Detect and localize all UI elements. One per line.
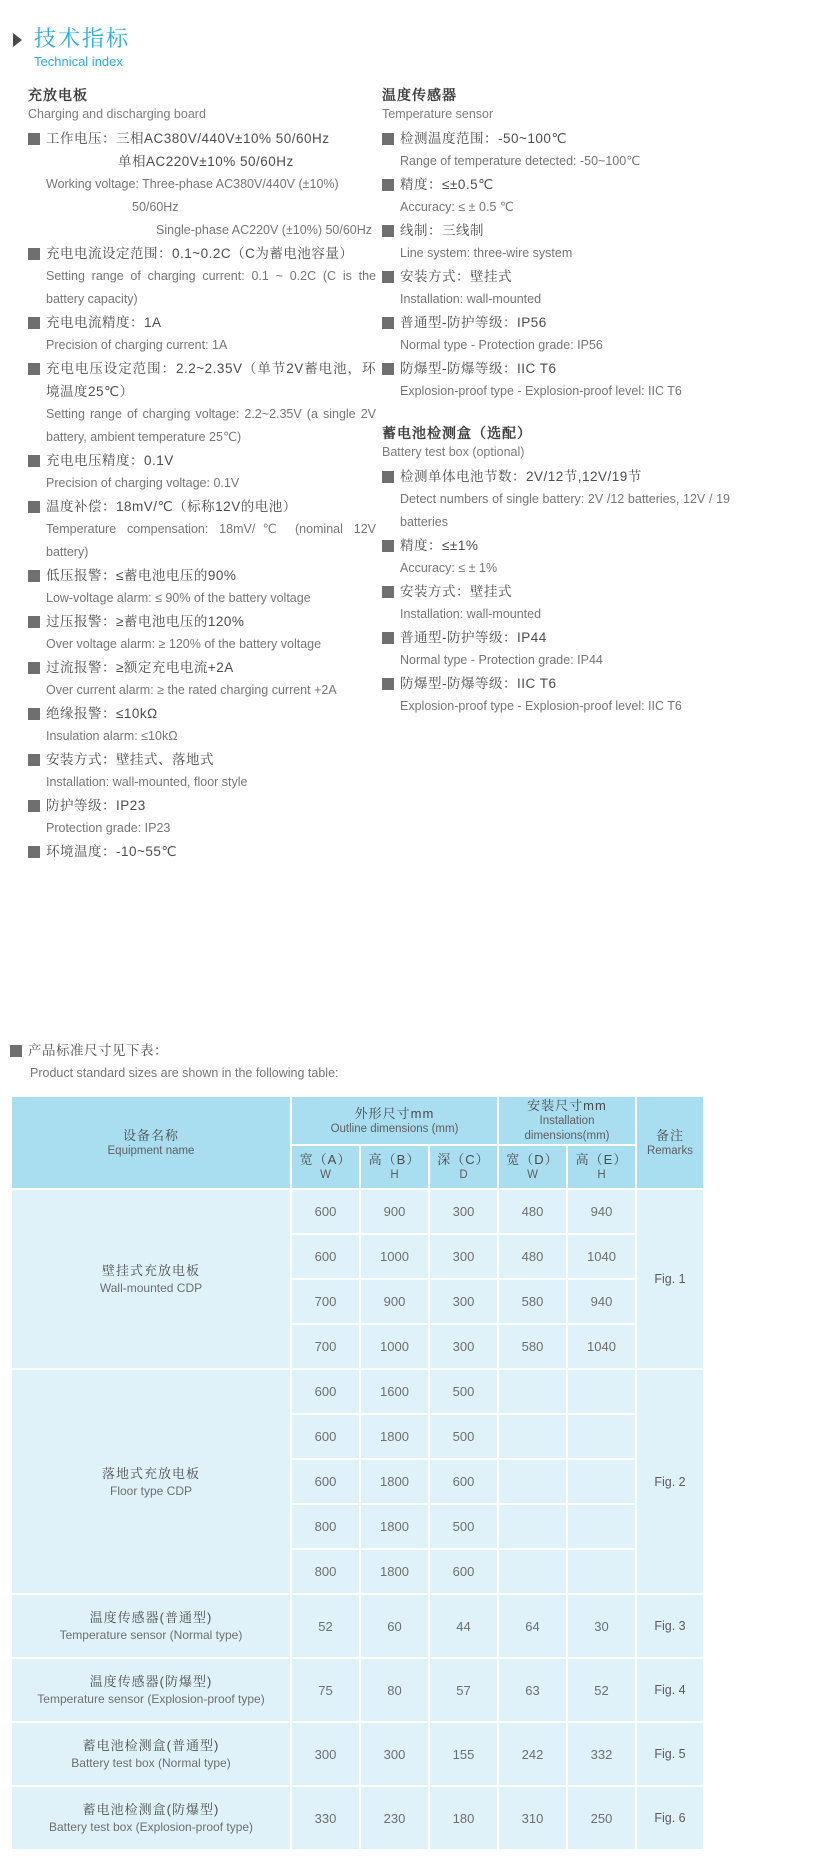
spec-item: [382, 672, 730, 718]
bullet-square-icon: [28, 317, 40, 329]
remarks-header-cn: 备注: [655, 1127, 684, 1143]
bullet-square-icon: [382, 179, 394, 191]
equipment-name-cn: 蓄电池检测盒(普通型): [82, 1738, 220, 1753]
dimension-cell: 230: [360, 1786, 429, 1850]
equipment-name-cn: 蓄电池检测盒(防爆型): [82, 1802, 220, 1817]
section-heading-cn: 充放电板: [28, 87, 88, 103]
dimension-cell: [567, 1459, 636, 1504]
page-title: 技术指标: [34, 26, 131, 51]
spec-label-cn: 过压报警：≥蓄电池电压的120%: [46, 614, 245, 629]
spec-cn-line: [28, 127, 376, 150]
dimension-cell: 900: [360, 1189, 429, 1234]
remark-cell: Fig. 2: [636, 1369, 704, 1594]
bullet-square-icon: [10, 1045, 22, 1057]
dimension-cell: 75: [291, 1658, 360, 1722]
bullet-square-icon: [28, 616, 40, 628]
dimension-cell: 310: [498, 1786, 567, 1850]
spec-label-cn: 精度：≤±1%: [400, 538, 479, 553]
spec-section: [28, 85, 376, 863]
bullet-square-icon: [28, 363, 40, 375]
spec-cn-line: [382, 534, 730, 557]
install-header-en: Installation dimensions(mm): [524, 1115, 610, 1142]
bullet-square-icon: [382, 271, 394, 283]
spec-label-en: Explosion-proof type - Explosion-proof level: IIC T6: [400, 384, 682, 398]
spec-item: [382, 173, 730, 219]
doc-header: [0, 0, 830, 71]
section-heading-en: Charging and discharging board: [28, 107, 206, 121]
outline-header-cn: 外形尺寸mm: [354, 1105, 435, 1121]
spec-item: [28, 311, 376, 357]
table-row: [11, 1594, 704, 1658]
sub-header-cell: [567, 1145, 636, 1189]
spec-cn-line: [382, 672, 730, 695]
dimension-cell: 1800: [360, 1459, 429, 1504]
remark-cell: Fig. 1: [636, 1189, 704, 1369]
spec-cn-line: [28, 656, 376, 679]
table-row: [11, 1722, 704, 1786]
equipment-name-cn: 壁挂式充放电板: [101, 1263, 200, 1278]
dimension-cell: [498, 1369, 567, 1414]
bullet-square-icon: [382, 632, 394, 644]
dimension-cell: 300: [429, 1279, 498, 1324]
group-header-row: [11, 1096, 704, 1145]
table-note-en: Product standard sizes are shown in the following table:: [30, 1066, 339, 1080]
spec-label-cn: 安装方式：壁挂式、落地式: [46, 752, 214, 767]
spec-label-en: Single-phase AC220V (±10%) 50/60Hz: [156, 223, 373, 237]
spec-cn-line: [28, 702, 376, 725]
dimension-cell: 600: [291, 1189, 360, 1234]
bullet-square-icon: [28, 708, 40, 720]
outline-header-en: Outline dimensions (mm): [330, 1122, 459, 1135]
spec-columns: [0, 71, 830, 1039]
sub-header-en: H: [597, 1169, 606, 1181]
equipment-name-en: Floor type CDP: [109, 1483, 193, 1498]
dimension-cell: 1000: [360, 1234, 429, 1279]
spec-label-cn: 温度补偿：18mV/℃（标称12V的电池）: [46, 499, 297, 514]
dimension-cell: 480: [498, 1189, 567, 1234]
spec-label-en: Normal type - Protection grade: IP56: [400, 338, 603, 352]
spec-cn-line: [28, 449, 376, 472]
dimension-cell: 900: [360, 1279, 429, 1324]
page-subtitle: Technical index: [34, 54, 123, 69]
equipment-name-en: Battery test box (Explosion-proof type): [48, 1820, 254, 1834]
dimension-cell: 64: [498, 1594, 567, 1658]
dimension-cell: 600: [429, 1549, 498, 1594]
remarks-header-en: Remarks: [646, 1144, 693, 1157]
spec-label-cn: 充电电流设定范围：0.1~0.2C（C为蓄电池容量）: [46, 246, 354, 261]
section-heading-cn: 蓄电池检测盒（选配）: [382, 425, 532, 441]
spec-label-en: Installation: wall-mounted: [400, 292, 542, 306]
dimension-cell: 1600: [360, 1369, 429, 1414]
dimension-cell: 500: [429, 1504, 498, 1549]
spec-cn-line: [28, 242, 376, 265]
spec-label-cn: 过流报警：≥额定充电电流+2A: [46, 660, 234, 675]
spec-cn-line: [382, 626, 730, 649]
spec-item: [28, 495, 376, 564]
dimension-cell: 940: [567, 1279, 636, 1324]
sub-header-cell: [498, 1145, 567, 1189]
bullet-square-icon: [28, 133, 40, 145]
table-row: [11, 1189, 704, 1234]
bullet-square-icon: [28, 248, 40, 260]
dimension-cell: 700: [291, 1279, 360, 1324]
spec-item: [28, 449, 376, 495]
bullet-square-icon: [382, 678, 394, 690]
spec-label-cn: 充电电流精度：1A: [46, 315, 162, 330]
equipment-name-cell: [11, 1369, 291, 1594]
dimension-cell: 500: [429, 1369, 498, 1414]
table-row: [11, 1786, 704, 1850]
dimension-cell: 1040: [567, 1234, 636, 1279]
spec-cn-line: [382, 357, 730, 380]
dimension-cell: 300: [429, 1324, 498, 1369]
right-column: [382, 85, 730, 1039]
equipment-name-cn: 温度传感器(普通型): [89, 1610, 213, 1625]
dimension-cell: 155: [429, 1722, 498, 1786]
spec-label-en: Working voltage: Three-phase AC380V/440V (±10%): [46, 177, 339, 191]
spec-label-en: Over current alarm: ≥ the rated charging current +2A: [46, 683, 337, 697]
remark-cell: Fig. 4: [636, 1658, 704, 1722]
spec-label-cn: 线制：三线制: [400, 223, 484, 238]
spec-cn-line: [382, 311, 730, 334]
dimension-cell: 80: [360, 1658, 429, 1722]
dimension-cell: [567, 1504, 636, 1549]
spec-item: [28, 656, 376, 702]
spec-cn-line: [382, 580, 730, 603]
dimension-cell: 600: [291, 1414, 360, 1459]
equipment-name-cn: 落地式充放电板: [101, 1465, 200, 1481]
dimension-cell: 800: [291, 1504, 360, 1549]
equipment-header-cn: 设备名称: [122, 1127, 179, 1143]
spec-item: [382, 219, 730, 265]
spec-label-en: Precision of charging voltage: 0.1V: [46, 476, 240, 490]
col-equipment-header: [11, 1096, 291, 1189]
spec-cn-line: [28, 311, 376, 334]
dimension-cell: 600: [429, 1459, 498, 1504]
spec-label-cn: 检测单体电池节数：2V/12节,12V/19节: [400, 469, 642, 484]
spec-cn-line: [382, 173, 730, 196]
dimension-cell: 300: [429, 1189, 498, 1234]
remark-cell: Fig. 6: [636, 1786, 704, 1850]
spec-label-en: Low-voltage alarm: ≤ 90% of the battery voltage: [46, 591, 311, 605]
spec-label-cn: 绝缘报警：≤10kΩ: [46, 706, 158, 721]
bullet-square-icon: [382, 471, 394, 483]
dimension-cell: 52: [567, 1658, 636, 1722]
spec-section: [382, 423, 730, 718]
bullet-square-icon: [28, 662, 40, 674]
equipment-name-en: Temperature sensor (Normal type): [59, 1628, 243, 1642]
dimension-cell: 300: [429, 1234, 498, 1279]
section-heading-cn: 温度传感器: [382, 87, 457, 103]
bullet-square-icon: [28, 570, 40, 582]
equipment-name-en: Wall-mounted CDP: [99, 1281, 203, 1295]
dimension-cell: 1800: [360, 1504, 429, 1549]
dimension-cell: 63: [498, 1658, 567, 1722]
dimension-cell: [567, 1549, 636, 1594]
dimension-cell: 330: [291, 1786, 360, 1850]
sub-header-cell: [360, 1145, 429, 1189]
dimension-cell: 52: [291, 1594, 360, 1658]
spec-item: [28, 702, 376, 748]
sub-header-en: H: [390, 1169, 399, 1181]
spec-item: [382, 265, 730, 311]
table-row: [11, 1369, 704, 1414]
sub-header-en: W: [527, 1169, 538, 1181]
spec-label-en: Accuracy: ≤ ± 0.5 ℃: [400, 200, 514, 214]
dimension-cell: 480: [498, 1234, 567, 1279]
spec-cn-line: [382, 219, 730, 242]
spec-label-en: Temperature compensation: 18mV/℃ (nominal 12V battery): [46, 522, 376, 559]
spec-item: [28, 840, 376, 863]
dimension-cell: 180: [429, 1786, 498, 1850]
bullet-square-icon: [28, 800, 40, 812]
dimension-cell: [498, 1414, 567, 1459]
spec-item: [28, 610, 376, 656]
spec-label-cn: 防护等级：IP23: [46, 798, 146, 813]
sub-header-en: W: [320, 1169, 331, 1181]
equipment-name-cell: [11, 1786, 291, 1850]
spec-label-en: Detect numbers of single battery: 2V /12 batteries, 12V / 19 batteries: [400, 492, 730, 529]
section-arrow-icon: [13, 33, 22, 47]
spec-label-cn: 防爆型-防爆等级：IIC T6: [400, 361, 557, 376]
equipment-header-en: Equipment name: [107, 1144, 195, 1157]
spec-label-en: Setting range of charging current: 0.1 ~ 0.2C (C is the battery capacity): [46, 269, 376, 306]
spec-label-cn: 普通型-防护等级：IP56: [400, 315, 547, 330]
spec-label-cn: 充电电压设定范围：2.2~2.35V（单节2V蓄电池，环境温度25℃）: [46, 361, 376, 399]
spec-item: [28, 242, 376, 311]
spec-item: [28, 357, 376, 449]
dimension-cell: 1000: [360, 1324, 429, 1369]
dimension-cell: [567, 1414, 636, 1459]
dimension-cell: 580: [498, 1324, 567, 1369]
spec-item: [382, 465, 730, 534]
dimension-cell: [567, 1369, 636, 1414]
equipment-name-cell: [11, 1722, 291, 1786]
sub-header-cell: [429, 1145, 498, 1189]
spec-label-en: Line system: three-wire system: [400, 246, 573, 260]
spec-label-cn: 低压报警：≤蓄电池电压的90%: [46, 568, 237, 583]
dimension-cell: 1800: [360, 1414, 429, 1459]
spec-label-en: Protection grade: IP23: [46, 821, 171, 835]
dimension-cell: 44: [429, 1594, 498, 1658]
spec-item: [382, 626, 730, 672]
spec-cn-line: [28, 357, 376, 403]
dimension-cell: [498, 1504, 567, 1549]
spec-item: [382, 534, 730, 580]
dimension-cell: 600: [291, 1369, 360, 1414]
dimension-cell: [498, 1459, 567, 1504]
spec-label-en: Over voltage alarm: ≥ 120% of the battery voltage: [46, 637, 322, 651]
col-install-header: [498, 1096, 636, 1145]
left-column: [28, 85, 376, 1039]
spec-label-cn: 普通型-防护等级：IP44: [400, 630, 547, 645]
sub-header-cn: 宽（D）: [506, 1152, 559, 1167]
dimension-cell: 332: [567, 1722, 636, 1786]
bullet-square-icon: [382, 540, 394, 552]
spec-cn-line: [28, 748, 376, 771]
spec-item: [382, 127, 730, 173]
dimension-cell: 300: [291, 1722, 360, 1786]
dimension-cell: 700: [291, 1324, 360, 1369]
bullet-square-icon: [382, 317, 394, 329]
bullet-square-icon: [382, 133, 394, 145]
table-note-cn-line: [10, 1039, 830, 1062]
section-heading-en: Temperature sensor: [382, 107, 494, 121]
spec-label-cn: 精度：≤±0.5℃: [400, 177, 494, 192]
section-heading-en: Battery test box (optional): [382, 445, 525, 459]
size-table-head: [11, 1096, 704, 1189]
spec-item: [382, 580, 730, 626]
dimension-cell: 250: [567, 1786, 636, 1850]
spec-cn-line: [382, 127, 730, 150]
spec-label-cn: 安装方式：壁挂式: [400, 269, 512, 284]
spec-cn-line: [28, 840, 376, 863]
bullet-square-icon: [28, 846, 40, 858]
spec-label-en: 50/60Hz: [132, 200, 179, 214]
title-block: [34, 26, 130, 71]
equipment-name-cn: 温度传感器(防爆型): [89, 1674, 213, 1689]
bullet-square-icon: [28, 754, 40, 766]
dimension-cell: 1040: [567, 1324, 636, 1369]
equipment-name-cell: [11, 1594, 291, 1658]
dimension-cell: 242: [498, 1722, 567, 1786]
spec-cn-line: [28, 610, 376, 633]
spec-label-cn-extra: 单相AC220V±10% 50/60Hz: [118, 154, 294, 169]
sub-header-cn: 高（E）: [575, 1152, 628, 1167]
remark-cell: Fig. 5: [636, 1722, 704, 1786]
spec-cn-line: [382, 465, 730, 488]
equipment-name-cell: [11, 1658, 291, 1722]
equipment-name-en: Temperature sensor (Explosion-proof type): [37, 1692, 265, 1706]
spec-item: [28, 794, 376, 840]
spec-item: [382, 357, 730, 403]
spec-label-cn: 安装方式：壁挂式: [400, 584, 512, 599]
spec-section: [382, 85, 730, 403]
table-note-cn: 产品标准尺寸见下表：: [28, 1043, 168, 1058]
spec-cn-line: [28, 495, 376, 518]
install-header-cn: 安装尺寸mm: [527, 1098, 607, 1113]
spec-item: [382, 311, 730, 357]
spec-label-cn: 防爆型-防爆等级：IIC T6: [400, 676, 557, 691]
remark-cell: Fig. 3: [636, 1594, 704, 1658]
bullet-square-icon: [28, 455, 40, 467]
dimension-cell: 1800: [360, 1549, 429, 1594]
spec-label-en: Normal type - Protection grade: IP44: [400, 653, 603, 667]
bullet-square-icon: [382, 586, 394, 598]
spec-item: [28, 564, 376, 610]
sub-header-cell: [291, 1145, 360, 1189]
dimension-cell: 57: [429, 1658, 498, 1722]
bullet-square-icon: [28, 501, 40, 513]
dimension-cell: 800: [291, 1549, 360, 1594]
dimension-cell: 300: [360, 1722, 429, 1786]
spec-label-cn: 检测温度范围：-50~100℃: [400, 131, 568, 146]
dimension-cell: 580: [498, 1279, 567, 1324]
size-table-body: [11, 1189, 704, 1850]
col-remarks-header: [636, 1096, 704, 1189]
col-outline-header: [291, 1096, 498, 1145]
spec-cn-line: [28, 794, 376, 817]
table-row: [11, 1658, 704, 1722]
dimension-cell: 600: [291, 1234, 360, 1279]
dimension-cell: 30: [567, 1594, 636, 1658]
sub-header-en: D: [459, 1169, 468, 1181]
spec-label-cn: 充电电压精度：0.1V: [46, 453, 174, 468]
equipment-name-en: Battery test box (Normal type): [71, 1756, 231, 1770]
sub-header-cn: 深（C）: [437, 1152, 490, 1167]
size-table: [10, 1095, 705, 1851]
spec-label-en: Installation: wall-mounted, floor style: [46, 775, 248, 789]
spec-label-cn: 环境温度：-10~55℃: [46, 844, 178, 859]
spec-cn-line: [28, 564, 376, 587]
dimension-cell: 60: [360, 1594, 429, 1658]
equipment-name-cell: [11, 1189, 291, 1369]
spec-item: [28, 127, 376, 242]
table-note: [10, 1039, 830, 1085]
spec-label-en: Precision of charging current: 1A: [46, 338, 228, 352]
dimension-cell: 500: [429, 1414, 498, 1459]
spec-label-en: Installation: wall-mounted: [400, 607, 542, 621]
spec-label-en: Setting range of charging voltage: 2.2~2.35V (a single 2V battery, ambient temperature 25℃): [46, 407, 376, 444]
sub-header-cn: 宽（A）: [299, 1152, 352, 1167]
bullet-square-icon: [382, 225, 394, 237]
spec-label-en: Insulation alarm: ≤10kΩ: [46, 729, 178, 743]
spec-cn-line: [382, 265, 730, 288]
dimension-cell: 600: [291, 1459, 360, 1504]
spec-label-en: Range of temperature detected: -50~100℃: [400, 154, 641, 168]
spec-label-en: Explosion-proof type - Explosion-proof level: IIC T6: [400, 699, 682, 713]
dimension-cell: 940: [567, 1189, 636, 1234]
spec-label-en: Accuracy: ≤ ± 1%: [400, 561, 498, 575]
bullet-square-icon: [382, 363, 394, 375]
sub-header-cn: 高（B）: [368, 1152, 421, 1167]
dimension-cell: [498, 1549, 567, 1594]
spec-label-cn: 工作电压：三相AC380V/440V±10% 50/60Hz: [46, 131, 330, 146]
spec-item: [28, 748, 376, 794]
